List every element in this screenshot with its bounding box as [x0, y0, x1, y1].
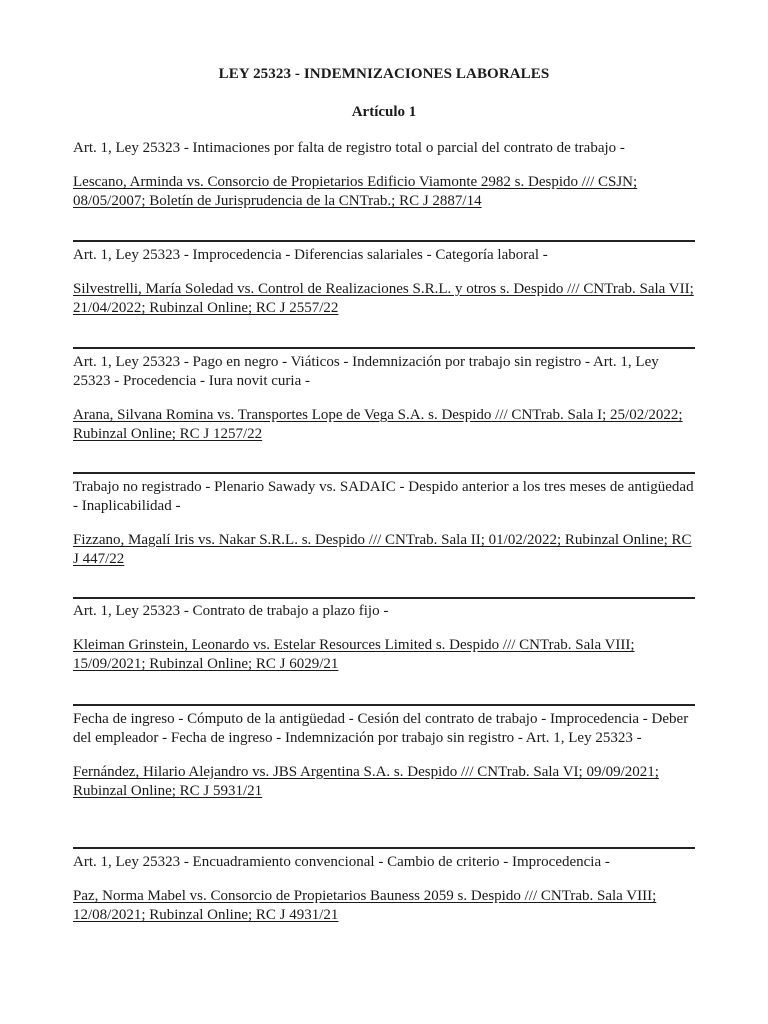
jurisprudence-entry — [73, 139, 695, 211]
jurisprudence-entry — [73, 602, 695, 674]
entry-divider — [73, 704, 695, 706]
entry-topic: Trabajo no registrado - Plenario Sawady vs. SADAIC - Despido anterior a los tres meses de antigüedad - Inaplicabilidad - — [73, 479, 694, 514]
entry-topic: Art. 1, Ley 25323 - Encuadramiento convencional - Cambio de criterio - Improcedencia - — [73, 854, 610, 870]
entry-topic: Art. 1, Ley 25323 - Intimaciones por falta de registro total o parcial del contrato de trabajo - — [73, 140, 625, 156]
entry-topic: Art. 1, Ley 25323 - Pago en negro - Viáticos - Indemnización por trabajo sin registro - Art. 1, Ley 25323 - Procedencia - Iura novit curia - — [73, 354, 659, 389]
entry-citation-link[interactable]: Lescano, Arminda vs. Consorcio de Propietarios Edificio Viamonte 2982 s. Despido /// CSJN; 08/05/2007; Boletín de Jurisprudencia de la CNTrab.; RC J 2887/14 — [73, 174, 638, 209]
entry-citation-link[interactable]: Arana, Silvana Romina vs. Transportes Lope de Vega S.A. s. Despido /// CNTrab. Sala I; 25/02/2022; Rubinzal Online; RC J 1257/22 — [73, 407, 683, 442]
jurisprudence-entry — [73, 478, 695, 569]
jurisprudence-entry — [73, 853, 695, 925]
jurisprudence-entry — [73, 246, 695, 318]
document-title: LEY 25323 - INDEMNIZACIONES LABORALES — [218, 66, 550, 82]
entry-topic: Art. 1, Ley 25323 - Contrato de trabajo a plazo fijo - — [73, 603, 389, 619]
entry-divider — [73, 240, 695, 242]
document-subtitle: Artículo 1 — [351, 104, 417, 120]
entry-citation-link[interactable]: Kleiman Grinstein, Leonardo vs. Estelar Resources Limited s. Despido /// CNTrab. Sala VIII; 15/09/2021; Rubinzal Online; RC J 6029/21 — [73, 637, 635, 672]
entry-divider — [73, 597, 695, 599]
entry-citation-link[interactable]: Fernández, Hilario Alejandro vs. JBS Argentina S.A. s. Despido /// CNTrab. Sala VI; 09/09/2021; Rubinzal Online; RC J 5931/21 — [73, 764, 659, 799]
entry-divider — [73, 472, 695, 474]
entry-topic: Art. 1, Ley 25323 - Improcedencia - Diferencias salariales - Categoría laboral - — [73, 247, 548, 263]
entry-divider — [73, 347, 695, 349]
entry-topic: Fecha de ingreso - Cómputo de la antigüedad - Cesión del contrato de trabajo - Improcedencia - Deber del empleador - Fecha de ingreso - Indemnización por trabajo sin registro - Art. 1, Ley 25323 - — [73, 711, 689, 746]
jurisprudence-entry — [73, 353, 695, 444]
jurisprudence-entry — [73, 710, 695, 801]
entry-citation-link[interactable]: Paz, Norma Mabel vs. Consorcio de Propietarios Bauness 2059 s. Despido /// CNTrab. Sala VIII; 12/08/2021; Rubinzal Online; RC J 4931/21 — [73, 888, 657, 923]
entry-divider — [73, 847, 695, 849]
entry-citation-link[interactable]: Silvestrelli, María Soledad vs. Control de Realizaciones S.R.L. y otros s. Despido /// CNTrab. Sala VII; 21/04/2022; Rubinzal Online; RC J 2557/22 — [73, 281, 694, 316]
entry-citation-link[interactable]: Fizzano, Magalí Iris vs. Nakar S.R.L. s. Despido /// CNTrab. Sala II; 01/02/2022; Rubinzal Online; RC J 447/22 — [73, 532, 692, 567]
